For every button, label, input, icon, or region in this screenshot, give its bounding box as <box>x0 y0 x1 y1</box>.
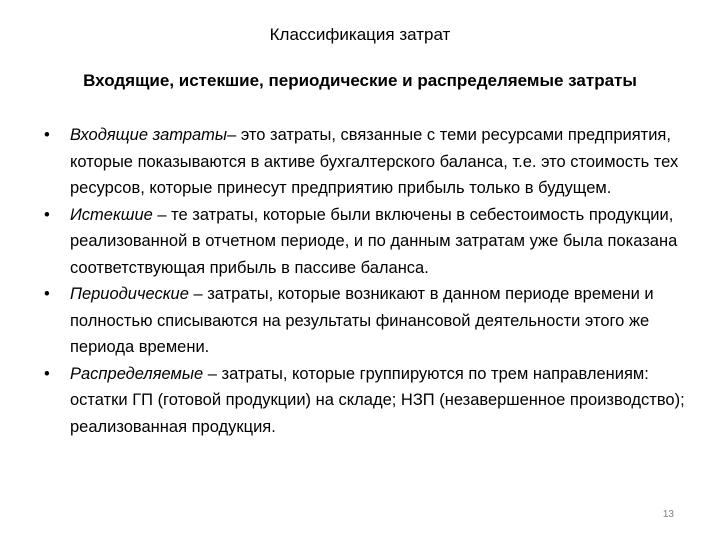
bullet-icon: • <box>44 205 50 224</box>
term-expired-costs: Истекшие <box>70 205 153 224</box>
definitions-list <box>44 122 694 440</box>
list-item-expired-costs <box>44 202 694 282</box>
term-incoming-costs: Входящие затраты <box>70 126 228 144</box>
term-periodic-costs: Периодические <box>70 285 189 303</box>
definition-expired-costs: – те затраты, которые были включены в себестоимость продукции, реализованной в отчетном периоде, и по данным затратам уже была показана соответствующая прибыль в пассиве баланса. <box>70 205 678 277</box>
slide-subtitle: Входящие, истекшие, периодические и распределяемые затраты <box>83 71 637 90</box>
list-item-incoming-costs <box>44 122 694 202</box>
definition-periodic-costs: – затраты, которые возникают в данном периоде времени и полностью списываются на результаты финансовой деятельности этого же периода времени. <box>70 285 654 356</box>
page-number: 13 <box>662 509 674 520</box>
bullet-icon: • <box>44 285 50 303</box>
definition-incoming-costs: – это затраты, связанные с теми ресурсами предприятия, которые показываются в активе бухгалтерского баланса, т.е. это стоимость тех ресурсов, которые принесут предприятию прибыль только в будущем. <box>70 126 679 197</box>
list-item-distributed-costs <box>44 361 694 441</box>
definition-distributed-costs: – затраты, которые группируются по трем направлениям: остатки ГП (готовой продукции) на складе; НЗП (незавершенное производство); реализованная продукция. <box>70 364 685 436</box>
bullet-icon: • <box>44 364 50 383</box>
term-distributed-costs: Распределяемые <box>70 364 204 383</box>
list-item-periodic-costs <box>44 281 694 361</box>
bullet-icon: • <box>44 126 50 144</box>
slide-title: Классификация затрат <box>269 25 451 44</box>
